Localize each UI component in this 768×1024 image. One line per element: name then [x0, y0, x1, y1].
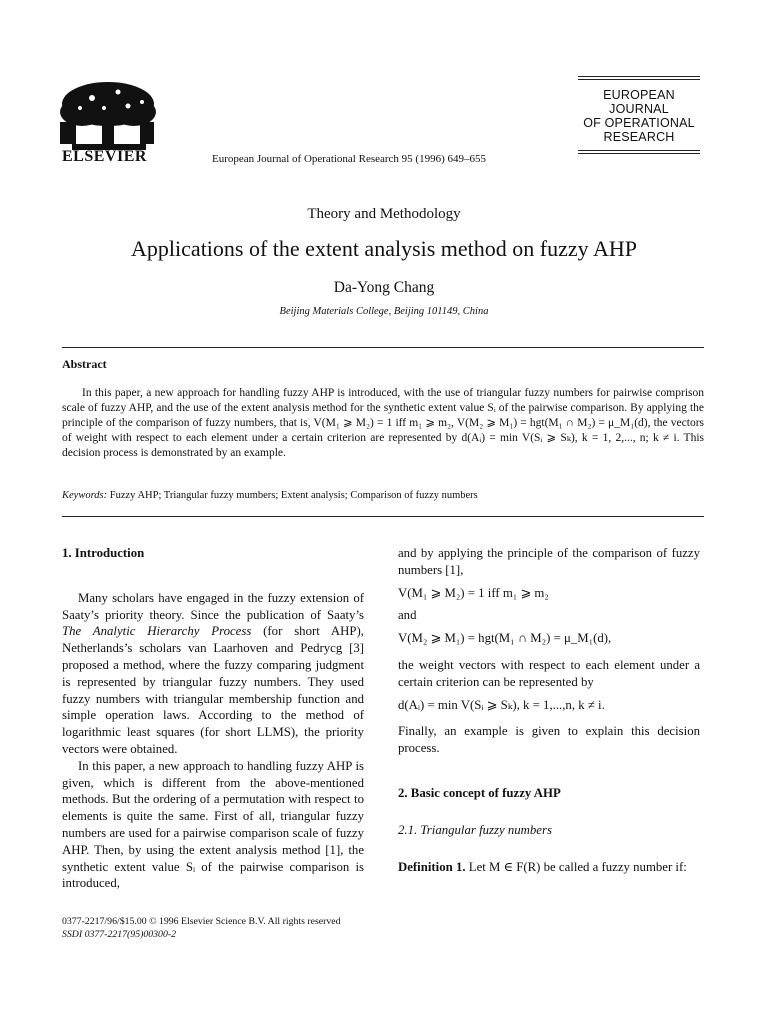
- intro-heading: 1. Introduction: [62, 546, 145, 560]
- equation: V(M₂ ⩾ M₁) = hgt(M₁ ∩ M₂) = μ_M₁(d),: [398, 631, 612, 646]
- paragraph-text: Many scholars have engaged in the fuzzy extension of Saaty’s priority theory. Since the publication of Saaty’s: [62, 590, 364, 622]
- journal-name: [578, 88, 700, 144]
- masthead-rule: [578, 76, 700, 77]
- intro-paragraph: [62, 590, 364, 758]
- right-column: [398, 545, 700, 875]
- copyright-line: 0377-2217/96/$15.00 © 1996 Elsevier Science B.V. All rights reserved: [62, 916, 341, 927]
- journal-masthead: [578, 76, 700, 156]
- masthead-rule: [578, 150, 700, 151]
- subsection-heading: 2.1. Triangular fuzzy numbers: [398, 822, 552, 837]
- publisher-name: ELSEVIER: [62, 148, 147, 165]
- book-title: The Analytic Hierarchy Process: [62, 624, 252, 639]
- journal-name-line: OF OPERATIONAL: [583, 116, 695, 130]
- abstract-heading: Abstract: [62, 357, 107, 371]
- author-name: Da-Yong Chang: [333, 279, 435, 296]
- section2-heading: 2. Basic concept of fuzzy AHP: [398, 785, 561, 800]
- masthead-rule: [578, 79, 700, 80]
- paper-title: Applications of the extent analysis method on fuzzy AHP: [131, 236, 637, 261]
- divider: [62, 516, 704, 517]
- ssdi-line: SSDI 0377-2217(95)00300-2: [62, 928, 177, 940]
- definition-label: Definition 1.: [398, 859, 466, 874]
- equation: d(Aᵢ) = min V(Sᵢ ⩾ Sₖ), k = 1,...,n, k ≠ i.: [398, 697, 605, 712]
- left-column: [62, 545, 364, 892]
- intro-paragraph: In this paper, a new approach to handling fuzzy AHP is given, which is different from the above-mentioned methods. But the ordering of a permutation with respect to elements is quite the same. First of all, triangular fuzzy numbers are used for a pairwise comparison scale of fuzzy AHP. Then, by using the extent analysis method [1], the synthetic extent value Sᵢ of the pairwise comparison is introduced,: [62, 758, 364, 891]
- equation: V(M₁ ⩾ M₂) = 1 iff m₁ ⩾ m₂: [398, 585, 549, 600]
- abstract-text: In this paper, a new approach for handling fuzzy AHP is introduced, with the use of triangular fuzzy numbers for pairwise comprison scale of fuzzy AHP, and the use of the extent analysis method for the synthetic extent value Sᵢ of the pairwise comparison. By applying the principle of the comparison of fuzzy numbers, that is, V(M₁ ⩾ M₂) = 1 iff m₁ ⩾ m₂, V(M₂ ⩾ M₁) = hgt(M₁ ∩ M₂) = μ_M₁(d), the vectors of weight with respect to each element under a certain criterion are represented by d(Aᵢ) = min V(Sᵢ ⩾ Sₖ), k = 1, 2,..., n; k ≠ i. This decision process is demonstrated by an example.: [62, 387, 704, 459]
- section-heading: Theory and Methodology: [307, 206, 461, 222]
- author-affiliation: Beijing Materials College, Beijing 101149, China: [279, 306, 489, 317]
- copyright-footer: [62, 916, 341, 941]
- definition-text: Let M ∈ F(R) be called a fuzzy number if:: [465, 859, 687, 874]
- masthead-rule: [578, 153, 700, 154]
- journal-name-line: RESEARCH: [603, 130, 675, 144]
- paragraph-text: (for short AHP), Netherlands’s scholars van Laarhoven and Pedrycg [3] proposed a method, where the fuzzy comparing judgment is represented by triangular fuzzy numbers. They used fuzzy numbers with triangular membership function and simple operation laws. According to the method of logarithmic least squares (for short LLMS), the priority vectors were obtained.: [62, 624, 364, 756]
- keywords-label: Keywords:: [62, 490, 108, 501]
- journal-name-line: JOURNAL: [609, 102, 669, 116]
- divider: [62, 347, 704, 348]
- paragraph: Finally, an example is given to explain this decision process.: [398, 724, 700, 756]
- keywords-text: Fuzzy AHP; Triangular fuzzy mumbers; Extent analysis; Comparison of fuzzy numbers: [109, 490, 478, 501]
- keywords: [62, 490, 704, 501]
- paragraph: the weight vectors with respect to each element under a certain criterion can be represented by: [398, 657, 700, 689]
- journal-citation: European Journal of Operational Research 95 (1996) 649–655: [212, 153, 487, 165]
- definition: [398, 859, 700, 876]
- conjunction: and: [398, 608, 417, 623]
- journal-name-line: EUROPEAN: [603, 88, 675, 102]
- paragraph: and by applying the principle of the comparison of fuzzy numbers [1],: [398, 546, 700, 577]
